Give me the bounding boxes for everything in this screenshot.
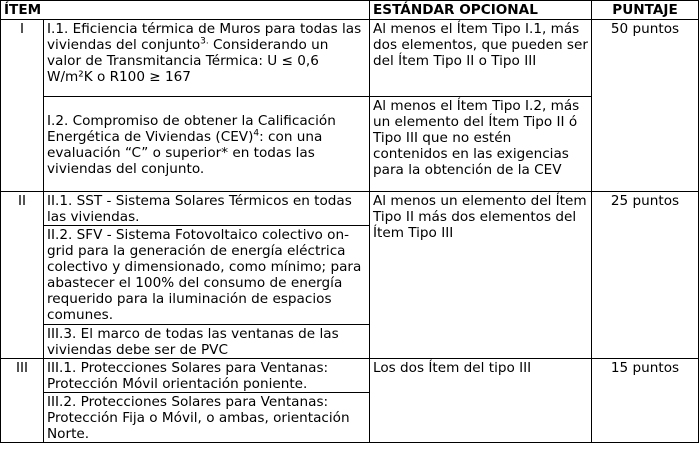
item-text: I.2. Compromiso de obtener la Calificación Energética de Viviendas (CEV) xyxy=(47,112,336,145)
table-row xyxy=(1,359,699,393)
standard-cell: Al menos el Ítem Tipo I.1, más dos elementos, que pueden ser del Ítem Tipo II o Tipo III xyxy=(370,20,592,97)
item-text: Considerando un valor de Transmitancia Térmica: U ≤ 0,6 W/m²K o R100 ≥ 167 xyxy=(47,37,329,85)
header-points: PUNTAJE xyxy=(592,1,699,20)
points-cell: 50 puntos xyxy=(592,20,699,192)
item-cell: II.2. SFV - Sistema Fotovoltaico colectivo on-grid para la generación de energía eléctrica colectivo y dimensionado, como mínimo; para abastecer el 100% del consumo de energía requerido para la iluminación de espacios comunes. xyxy=(44,226,370,325)
item-cell xyxy=(44,20,370,97)
standard-cell: Los dos Ítem del tipo III xyxy=(370,359,592,443)
footnote-ref: 3. xyxy=(200,36,209,47)
item-cell xyxy=(44,97,370,192)
category-cell: III xyxy=(1,359,44,443)
header-row xyxy=(1,1,699,20)
points-cell: 25 puntos xyxy=(592,192,699,359)
points-cell: 15 puntos xyxy=(592,359,699,443)
category-cell: II xyxy=(1,192,44,359)
standard-cell: Al menos el Ítem Tipo I.2, más un elemento del Ítem Tipo II ó Tipo III que no estén contenidos en las exigencias para la obtención de la CEV xyxy=(370,97,592,192)
item-cell: III.2. Protecciones Solares para Ventanas: Protección Fija o Móvil, o ambas, orientación Norte. xyxy=(44,393,370,443)
header-item: ÍTEM xyxy=(1,1,370,20)
item-cell: III.3. El marco de todas las ventanas de las viviendas debe ser de PVC xyxy=(44,325,370,359)
item-cell: II.1. SST - Sistema Solares Térmicos en todas las viviendas. xyxy=(44,192,370,226)
footnote-ref: 4 xyxy=(253,127,260,138)
category-cell: I xyxy=(1,20,44,192)
item-text: I.1. Eficiencia térmica de Muros para todas las viviendas del conjunto xyxy=(47,21,362,53)
standard-cell: Al menos un elemento del Ítem Tipo II más dos elementos del Ítem Tipo III xyxy=(370,192,592,359)
item-cell: III.1. Protecciones Solares para Ventanas: Protección Móvil orientación poniente. xyxy=(44,359,370,393)
item-text: : con una evaluación “C” o superior* en todas las viviendas del conjunto. xyxy=(47,128,323,177)
header-standard: ESTÁNDAR OPCIONAL xyxy=(370,1,592,20)
table-row xyxy=(1,192,699,226)
table-row xyxy=(1,20,699,97)
